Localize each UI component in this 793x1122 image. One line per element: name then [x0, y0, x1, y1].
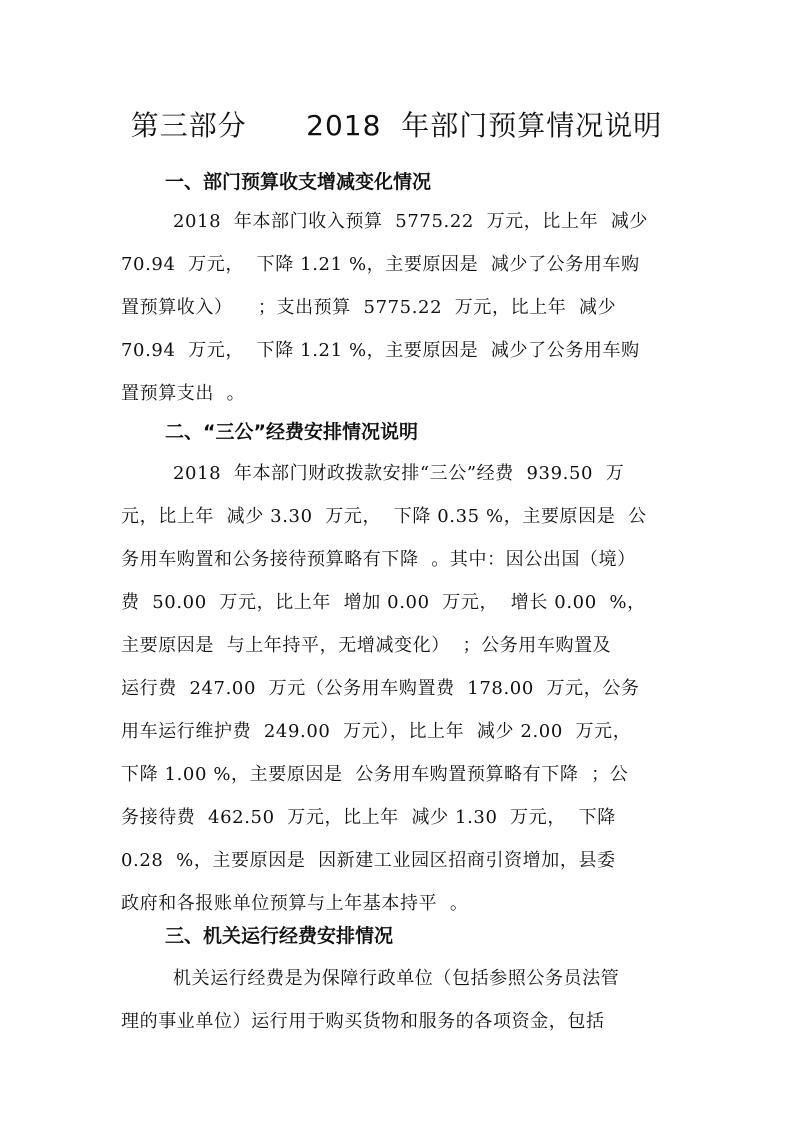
paragraph-line: 务用车购置和公务接待预算略有下降 。其中：因公出国（境） — [121, 549, 636, 570]
paragraph-line: 主要原因是 与上年持平，无增减变化） ；公务用车购置及 — [121, 635, 612, 656]
paragraph-line: 70.94 万元， 下降 1.21 %，主要原因是 减少了公务用车购 — [121, 254, 640, 275]
paragraph-line: 理的事业单位）运行用于购买货物和服务的各项资金，包括 — [121, 1011, 605, 1032]
paragraph-line: 置预算收入） ；支出预算 5775.22 万元，比上年 减少 — [121, 297, 617, 318]
paragraph-line: 70.94 万元， 下降 1.21 %，主要原因是 减少了公务用车购 — [121, 340, 640, 361]
section-2-heading: 二、“三公”经费安排情况说明 — [165, 421, 418, 443]
paragraph-line: 2018 年本部门财政拨款安排“三公”经费 939.50 万 — [173, 463, 625, 484]
paragraph-line: 2018 年本部门收入预算 5775.22 万元，比上年 减少 — [173, 211, 649, 232]
section-1-heading: 一、部门预算收支增减变化情况 — [165, 171, 432, 193]
paragraph-line: 运行费 247.00 万元（公务用车购置费 178.00 万元，公务 — [121, 678, 640, 699]
section-3-heading: 三、机关运行经费安排情况 — [165, 925, 394, 947]
paragraph-line: 务接待费 462.50 万元，比上年 减少 1.30 万元， 下降 — [121, 807, 616, 828]
paragraph-line: 机关运行经费是为保障行政单位（包括参照公务员法管 — [173, 968, 620, 989]
paragraph-line: 下降 1.00 %，主要原因是 公务用车购置预算略有下降 ；公 — [121, 764, 629, 785]
page-title: 第三部分 2018 年部门预算情况说明 — [130, 109, 663, 142]
paragraph-line: 元，比上年 减少 3.30 万元， 下降 0.35 %，主要原因是 公 — [121, 506, 647, 527]
paragraph-line: 费 50.00 万元，比上年 增加 0.00 万元， 增长 0.00 %， — [121, 592, 646, 613]
paragraph-line: 0.28 %，主要原因是 因新建工业园区招商引资增加，县委 — [121, 850, 616, 871]
paragraph-line: 政府和各报账单位预算与上年基本持平 。 — [121, 893, 469, 914]
paragraph-line: 置预算支出 。 — [121, 383, 246, 404]
paragraph-line: 用车运行维护费 249.00 万元），比上年 减少 2.00 万元， — [121, 721, 632, 742]
